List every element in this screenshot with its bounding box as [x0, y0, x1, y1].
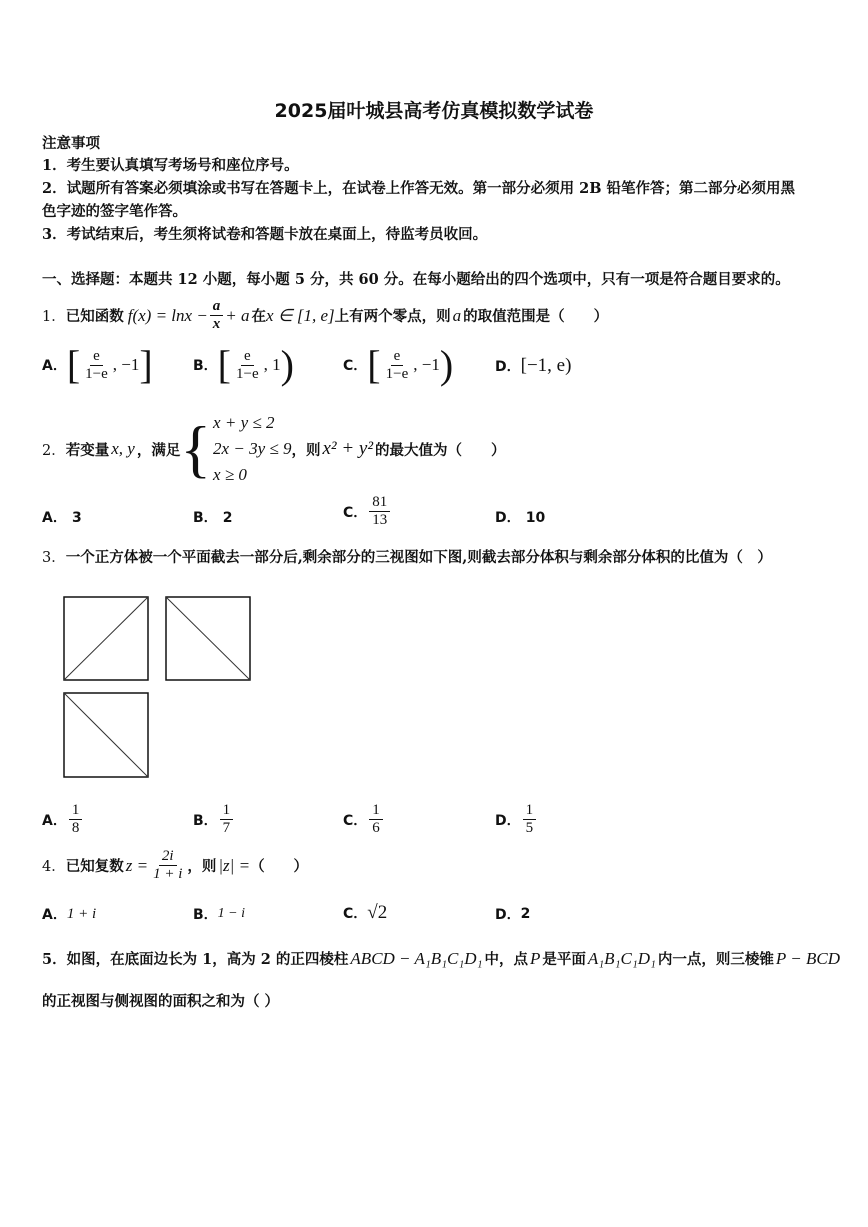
- q2-option-c-label: C．: [343, 504, 368, 521]
- q5-pyramid: P − BCD: [775, 948, 840, 968]
- q3-option-a[interactable]: [42, 802, 84, 837]
- q1-option-b-label: B．: [193, 358, 218, 374]
- q1-fx: f(x) = lnx −: [127, 305, 208, 325]
- q2-option-d-text: 10: [525, 510, 546, 526]
- q4-frac: [150, 848, 185, 883]
- q1-option-a-den: 1−e: [85, 365, 108, 382]
- q1-option-a[interactable]: [42, 342, 153, 387]
- q3-option-a-num: 1: [69, 802, 83, 820]
- q1-frac: [210, 298, 224, 333]
- q4-option-d-text: 2: [520, 906, 531, 922]
- q5-line1-mid2: 是平面: [542, 951, 586, 968]
- q2-option-a-label: A．: [42, 510, 67, 526]
- q3-option-a-label: A．: [42, 812, 67, 829]
- q1-option-c-right: ): [439, 342, 454, 387]
- q1-option-c-frac: [383, 348, 412, 383]
- q2-end: 的最大值为（ ）: [375, 441, 506, 459]
- q1-option-a-num: e: [90, 348, 103, 366]
- q3-option-d-den: 5: [525, 820, 534, 836]
- q2-cond-2: 2x − 3y ≤ 9: [213, 439, 292, 458]
- q3-option-c-frac: [369, 802, 383, 837]
- q2-option-b[interactable]: [193, 507, 233, 527]
- q4-option-a[interactable]: [42, 904, 96, 924]
- q5-line1-mid: 中，点: [484, 951, 528, 968]
- side-view-figure: [165, 596, 255, 682]
- q1-option-a-right: ]: [139, 342, 153, 387]
- question-3: [42, 546, 772, 567]
- q4-option-c-text: √2: [367, 902, 388, 923]
- q3-option-c-label: C．: [343, 812, 368, 829]
- front-view-figure: [63, 596, 153, 682]
- q4-option-a-label: A．: [42, 907, 67, 923]
- page-title: 2025届叶城县高考仿真模拟数学试卷: [274, 100, 594, 122]
- q1-option-b-den: 1−e: [236, 365, 259, 382]
- q4-option-c-label: C．: [343, 906, 368, 922]
- q2-option-d-label: D．: [495, 510, 521, 526]
- q4-frac-num: 2i: [159, 848, 177, 866]
- q4-option-a-text: 1 + i: [66, 905, 97, 922]
- q1-frac-den: x: [212, 316, 221, 332]
- q1-option-b-left: [: [217, 342, 231, 387]
- question-2: [42, 410, 506, 488]
- q1-end: 的取值范围是（ ）: [463, 308, 609, 325]
- q3-option-c-den: 6: [372, 820, 380, 836]
- q4-z: z =: [125, 855, 149, 875]
- q2-pre: 若变量: [65, 441, 110, 459]
- q1-var: a: [452, 305, 462, 325]
- q5-prism: ABCD − A₁B₁C₁D₁: [350, 948, 483, 968]
- q4-option-b[interactable]: [193, 904, 245, 924]
- q2-system: [180, 410, 291, 488]
- q1-option-c[interactable]: [343, 342, 454, 387]
- q3-text: 一个正方体被一个平面截去一部分后,剩余部分的三视图如下图,则截去部分体积与剩余部分体积的比值为（ ）: [65, 549, 772, 566]
- q2-option-d[interactable]: [495, 507, 545, 527]
- q1-pre: 已知函数: [65, 308, 124, 325]
- q4-option-b-text: 1 − i: [217, 906, 246, 921]
- q1-post: 上有两个零点，则: [334, 308, 451, 325]
- q1-option-c-left: [: [367, 342, 381, 387]
- q2-conditions: [213, 410, 291, 488]
- q1-option-c-den: 1−e: [385, 365, 409, 382]
- q3-option-b-den: 7: [222, 820, 231, 836]
- q3-option-a-den: 8: [71, 820, 80, 836]
- q3-option-b-label: B．: [193, 812, 218, 829]
- q3-option-b-num: 1: [220, 802, 234, 820]
- q3-option-d-label: D．: [495, 812, 521, 829]
- q3-option-c-num: 1: [369, 802, 383, 820]
- q2-vars: x, y: [111, 439, 135, 458]
- q1-option-a-rest: , −1: [112, 355, 140, 374]
- q2-post: ，则: [291, 441, 321, 459]
- q2-cond-3: x ≥ 0: [213, 465, 247, 484]
- q2-option-a-text: 3: [71, 510, 82, 526]
- q4-post: ，则: [187, 858, 217, 875]
- q3-option-d-num: 1: [523, 802, 537, 820]
- notice-item-2: 2．试题所有答案必须填涂或书写在答题卡上，在试卷上作答无效。第一部分必须用 2B 铅笔作答；第二部分必须用黑: [42, 180, 796, 197]
- q1-option-c-num: e: [391, 348, 404, 366]
- q2-option-c-frac: [369, 494, 390, 529]
- section-heading: 一、选择题：本题共 12 小题，每小题 5 分，共 60 分。在每小题给出的四个选项中，只有一项是符合题目要求的。: [42, 271, 790, 288]
- q1-option-b[interactable]: [193, 342, 294, 387]
- notice-item-3: 3．考试结束后，考生须将试卷和答题卡放在桌面上，待监考员收回。: [42, 226, 488, 243]
- q5-plane: A₁B₁C₁D₁: [587, 948, 656, 968]
- q2-option-b-text: 2: [222, 510, 233, 526]
- q4-number: 4．: [42, 859, 66, 875]
- q1-option-b-right: ): [280, 342, 294, 387]
- question-5: [42, 948, 840, 969]
- notice-item-1: 1．考生要认真填写考场号和座位序号。: [42, 157, 299, 174]
- q3-option-c[interactable]: [343, 802, 385, 837]
- q5-point-p: P: [530, 948, 541, 968]
- q2-option-a[interactable]: [42, 507, 82, 527]
- q5-line1-pre: 5．如图，在底面边长为 1，高为 2 的正四棱柱: [42, 951, 349, 968]
- q3-option-d[interactable]: [495, 802, 538, 837]
- q4-abs: |z| =: [218, 855, 251, 875]
- top-view-figure: [63, 692, 153, 780]
- q4-end: （ ）: [250, 858, 309, 875]
- q1-option-c-label: C．: [343, 358, 368, 374]
- q4-option-d-label: D．: [495, 907, 521, 923]
- q1-mid: 在: [251, 308, 267, 325]
- q1-option-a-frac: [82, 348, 111, 383]
- notice-heading: 注意事项: [42, 135, 100, 152]
- q4-option-c[interactable]: [343, 902, 387, 924]
- q4-option-d[interactable]: [495, 904, 530, 924]
- q2-mid: ，满足: [136, 441, 181, 459]
- q2-option-c-num: 81: [369, 494, 390, 512]
- q1-option-d[interactable]: [495, 355, 571, 377]
- q1-option-a-left: [: [66, 342, 81, 387]
- q4-frac-den: 1 + i: [153, 866, 183, 882]
- q1-option-b-frac: [233, 348, 262, 383]
- q1-option-a-label: A．: [42, 358, 67, 374]
- q5-line2: 的正视图与侧视图的面积之和为（ ）: [42, 993, 280, 1010]
- q3-option-d-frac: [523, 802, 537, 837]
- question-1: [42, 298, 608, 333]
- q1-number: 1．: [42, 309, 66, 325]
- q3-number: 3．: [42, 550, 66, 566]
- q4-option-b-label: B．: [193, 907, 218, 923]
- q3-option-a-frac: [69, 802, 83, 837]
- q2-expr: x² + y²: [322, 438, 374, 459]
- question-4: [42, 848, 308, 883]
- q1-frac-num: a: [210, 298, 224, 316]
- q3-option-b[interactable]: [193, 802, 235, 837]
- q1-option-b-num: e: [241, 348, 254, 366]
- q1-option-d-text: [−1, e): [520, 355, 572, 376]
- q2-option-b-label: B．: [193, 510, 218, 526]
- q2-brace: {: [180, 413, 212, 484]
- q1-option-d-label: D．: [495, 359, 521, 375]
- q1-option-b-rest: , 1: [263, 355, 281, 374]
- q1-plus-a: + a: [225, 305, 250, 325]
- q2-option-c[interactable]: [343, 494, 392, 529]
- q1-domain: x ∈ [1, e]: [266, 305, 335, 325]
- q5-line1-mid3: 内一点，则三棱锥: [657, 951, 774, 968]
- q2-number: 2．: [42, 442, 66, 459]
- q1-option-c-rest: , −1: [413, 355, 440, 374]
- q2-cond-1: x + y ≤ 2: [213, 413, 275, 432]
- notice-item-2-cont: 色字迹的签字笔作答。: [42, 203, 187, 220]
- q4-pre: 已知复数: [65, 858, 124, 875]
- q2-option-c-den: 13: [372, 512, 388, 528]
- q3-option-b-frac: [220, 802, 234, 837]
